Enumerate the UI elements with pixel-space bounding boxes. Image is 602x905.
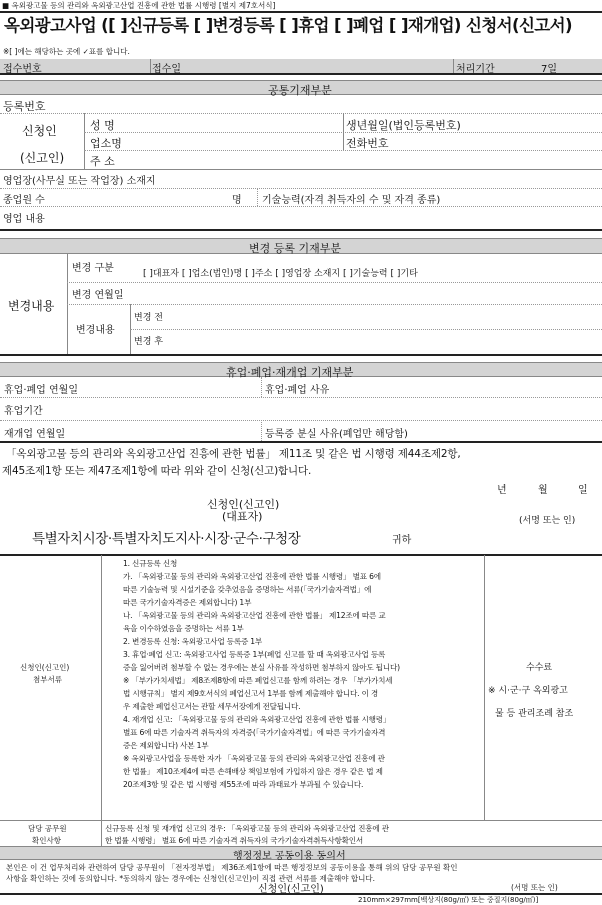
divider xyxy=(484,555,485,820)
signer-label: 신청인(신고인) xyxy=(207,498,280,511)
document-line: 2. 변경등록 신청: 옥외광고사업 등록증 1부 xyxy=(123,637,263,646)
documents-label-applicant: 신청인(신고인) xyxy=(20,663,70,672)
document-line: 법 시행규칙」 별지 제9호서식의 폐업신고서 1부를 함께 제출해야 합니다. 이 경 xyxy=(123,689,379,698)
rule xyxy=(0,820,602,821)
consent-section-header xyxy=(0,846,602,860)
official-label-1: 담당 공무원 xyxy=(28,824,67,833)
paper-spec: 210mm×297mm[백상지(80g/㎡) 또는 중질지(80g/㎡)] xyxy=(358,896,539,904)
recipient-suffix: 귀하 xyxy=(392,535,412,546)
divider xyxy=(150,59,151,73)
document-line: 1. 신규등록 신청 xyxy=(123,559,178,568)
document-line: 증은 제외합니다) 사본 1부 xyxy=(123,741,209,750)
consent-section-title: 행정정보 공동이용 동의서 xyxy=(233,851,346,862)
documents-label-attachments: 첨부서류 xyxy=(33,675,62,684)
business-name-label: 업소명 xyxy=(90,137,122,150)
employee-count-unit: 명 xyxy=(232,195,242,206)
rule xyxy=(130,329,602,330)
divider xyxy=(343,113,344,150)
rule xyxy=(0,188,602,189)
check-note: ※[ ]에는 해당하는 곳에 ✓표를 합니다. xyxy=(3,47,130,56)
document-line: 20조제3항 및 같은 법 시행령 제55조에 따라 과태료가 부과될 수 있습니다. xyxy=(123,780,364,789)
rule xyxy=(67,304,602,305)
declaration-line-1: 「옥외광고물 등의 관리와 옥외광고산업 진흥에 관한 법률」 제11조 및 같은 법 시행령 제44조제2항, xyxy=(6,448,461,460)
change-content-label: 변경내용 xyxy=(8,299,55,313)
receipt-date-label: 접수일 xyxy=(152,64,181,75)
processing-period-value: 7일 xyxy=(541,64,558,75)
divider xyxy=(453,59,454,73)
fee-note-line-1: ※ 시·군·구 옥외광고 xyxy=(488,686,568,696)
consent-sign-note: (서명 또는 인) xyxy=(511,883,558,892)
document-line: 한 법률」 제10조제4에 따른 손해배상 책임보험에 가입하지 않은 경우 같은 법 제 xyxy=(123,767,383,776)
rule xyxy=(0,113,602,114)
document-line: 증을 잃어버려 첨부할 수 없는 경우에는 분실 사유를 작성하면 첨부하지 않아도 됩니다) xyxy=(123,663,400,672)
document-line: 나. 「옥외광고물 등의 관리와 옥외광고산업 진흥에 관한 법률」 제12조에 따른 교 xyxy=(123,611,386,620)
rule xyxy=(0,229,602,231)
rule xyxy=(0,73,602,75)
suspension-period-label: 휴업기간 xyxy=(4,406,43,417)
business-content-label: 영업 내용 xyxy=(3,214,45,225)
rule xyxy=(67,282,602,283)
receipt-number-label: 접수번호 xyxy=(3,64,42,75)
change-date-label: 변경 연월일 xyxy=(72,290,124,301)
address-label: 주 소 xyxy=(90,155,115,168)
name-label: 성 명 xyxy=(90,119,115,132)
divider xyxy=(257,188,258,206)
suspend-section-header xyxy=(0,362,602,377)
applicant-label-sub: (신고인) xyxy=(20,151,65,165)
fee-note-line-2: 물 등 관리조례 참조 xyxy=(495,709,574,719)
phone-label: 전화번호 xyxy=(346,137,389,150)
divider xyxy=(261,420,262,441)
document-line: 별표 6에 따른 기술자격 취득자의 자격증(「국가기술자격법」에 따른 국가기술자격 xyxy=(123,728,386,737)
suspension-reason-label: 휴업·폐업 사유 xyxy=(265,385,330,396)
birth-date-label: 생년월일(법인등록번호) xyxy=(346,119,461,132)
common-section-title: 공통기재부분 xyxy=(268,84,332,97)
rule xyxy=(0,420,602,421)
rule xyxy=(0,397,602,398)
change-section-header xyxy=(0,238,602,254)
change-type-options: [ ]대표자 [ ]업소(법인)명 [ ]주소 [ ]영업장 소재지 [ ]기술능력 [ ]기타 xyxy=(143,269,418,279)
processing-period-label: 처리기간 xyxy=(456,64,495,75)
official-label-2: 확인사항 xyxy=(32,836,61,845)
recipient-label: 특별자치시장·특별자치도지사·시장·군수·구청장 xyxy=(32,531,301,547)
change-section-title: 변경 등록 기재부분 xyxy=(249,242,342,255)
rule xyxy=(0,554,602,556)
consent-line-1: 본인은 이 건 업무처리와 관련하여 담당 공무원이 「전자정부법」 제36조제1항에 따른 행정정보의 공동이용을 통해 위의 담당 공무원 확인 xyxy=(6,863,458,872)
lost-certificate-reason-label: 등록증 분실 사유(폐업만 해당함) xyxy=(265,429,408,440)
applicant-label: 신청인 xyxy=(22,124,57,138)
document-line: 따른 기술능력 및 시설기준을 갖추었음을 증명하는 서류(「국가기술자격법」에 xyxy=(123,585,372,594)
date-day-label: 일 xyxy=(578,485,588,496)
suspension-date-label: 휴업·폐업 연월일 xyxy=(4,385,78,396)
rule xyxy=(84,150,602,151)
signer-representative-label: (대표자) xyxy=(222,510,263,523)
declaration-line-2: 제45조제1항 또는 제47조제1항에 따라 위와 같이 신청(신고)합니다. xyxy=(2,465,312,477)
before-change-label: 변경 전 xyxy=(134,313,163,323)
change-type-label: 변경 구분 xyxy=(72,263,114,274)
reopen-date-label: 재개업 연월일 xyxy=(4,429,66,440)
receipt-row xyxy=(0,59,602,73)
official-check-line-1: 신규등록 신청 및 재개업 신고의 경우: 「옥외광고물 등의 관리와 옥외광고산업 진흥에 관 xyxy=(105,824,389,833)
sign-or-seal-note: (서명 또는 인) xyxy=(519,516,576,526)
rule xyxy=(0,206,602,207)
suspend-section-title: 휴업·폐업·재개업 기재부분 xyxy=(226,366,354,379)
fee-label: 수수료 xyxy=(526,663,553,673)
rule xyxy=(0,441,602,443)
divider xyxy=(84,113,85,169)
after-change-label: 변경 후 xyxy=(134,337,163,347)
skill-label: 기술능력(자격 취득자의 수 및 자격 종류) xyxy=(262,195,441,206)
date-year-label: 년 xyxy=(497,485,507,496)
document-line: ※ 옥외광고사업을 등록한 자가 「옥외광고물 등의 관리와 옥외광고산업 진흥에 관 xyxy=(123,754,385,763)
employee-count-label: 종업원 수 xyxy=(3,195,45,206)
common-section-header xyxy=(0,80,602,95)
business-location-label: 영업장(사무실 또는 작업장) 소재지 xyxy=(3,176,156,187)
document-line: 우 제출한 폐업신고서는 관할 세무서장에게 전달됩니다. xyxy=(123,702,301,711)
official-check-line-2: 한 법률 시행령」 별표 6에 따른 기술자격 취득자의 국가기술자격취득사항확인서 xyxy=(105,836,364,845)
document-line: 따른 국가기술자격증은 제외합니다) 1부 xyxy=(123,598,252,607)
document-line: ※ 「부가가치세법」 제8조제8항에 따른 폐업신고를 함께 하려는 경우 「부가가치세 xyxy=(123,676,393,685)
document-line: 육을 이수하였음을 증명하는 서류 1부 xyxy=(123,624,244,633)
law-reference: ■ 옥외광고물 등의 관리와 옥외광고산업 진흥에 관한 법률 시행령 [별지 제7호서식] xyxy=(2,1,276,10)
change-detail-label: 변경내용 xyxy=(76,325,115,336)
rule xyxy=(0,354,602,356)
document-line: 3. 휴업·폐업 신고: 옥외광고사업 등록증 1부(폐업 신고를 할 때 옥외광고사업 등록 xyxy=(123,650,386,659)
divider xyxy=(101,555,102,846)
rule xyxy=(0,169,602,170)
document-line: 4. 재개업 신고: 「옥외광고물 등의 관리와 옥외광고산업 진흥에 관한 법률 시행령」 xyxy=(123,715,391,724)
registration-number-label: 등록번호 xyxy=(3,100,46,113)
form-title: 옥외광고사업 ([ ]신규등록 [ ]변경등록 [ ]휴업 [ ]폐업 [ ]재개업) 신청서(신고서) xyxy=(4,16,572,35)
consent-signer-label: 신청인(신고인) xyxy=(258,884,324,895)
document-line: 가. 「옥외광고물 등의 관리와 옥외광고산업 진흥에 관한 법률 시행령」 별표 6에 xyxy=(123,572,381,581)
date-month-label: 월 xyxy=(538,485,548,496)
divider xyxy=(261,377,262,397)
consent-line-2: 사항을 확인하는 것에 동의합니다. *동의하지 않는 경우에는 신청인(신고인)이 직접 관련 서류를 제출해야 합니다. xyxy=(6,874,376,883)
